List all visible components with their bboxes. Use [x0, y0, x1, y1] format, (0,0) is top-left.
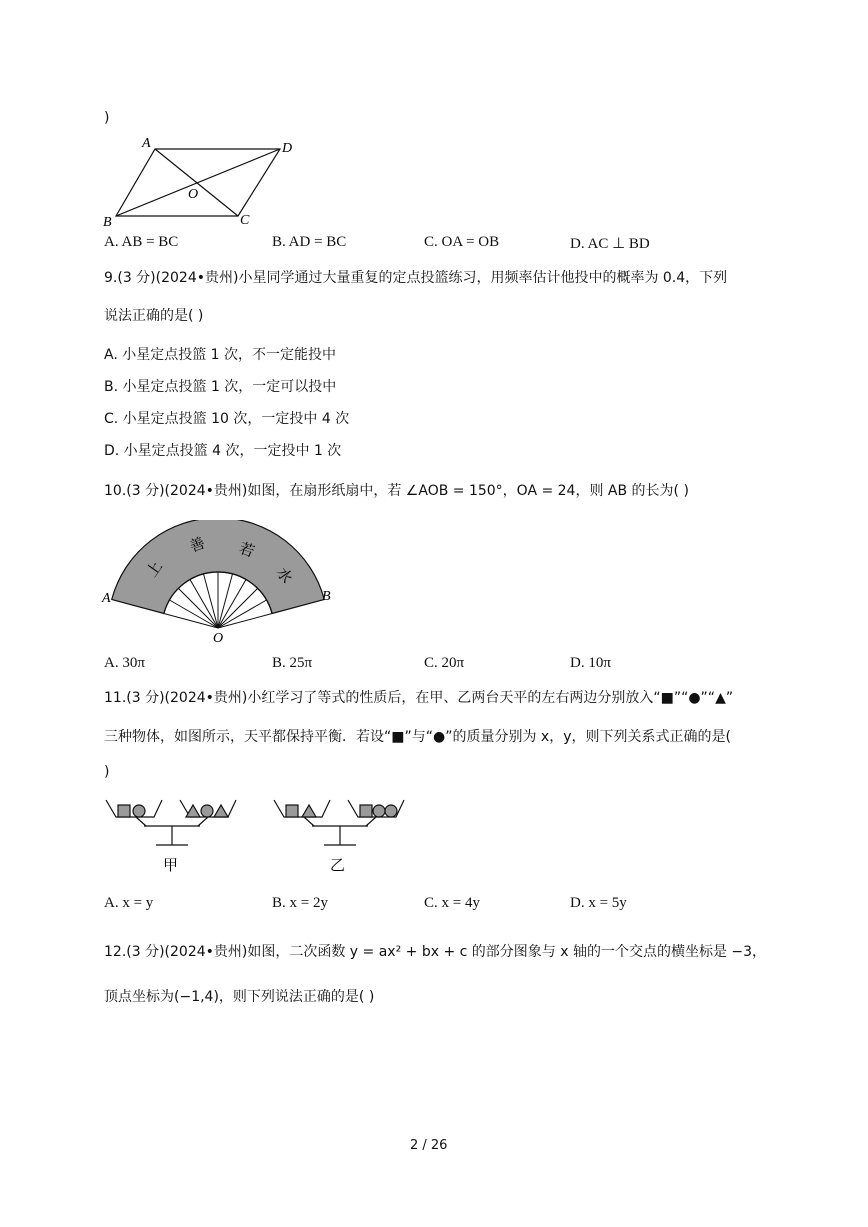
fan-char-1: 上 [144, 558, 166, 581]
balance-jia [106, 800, 236, 845]
balance-label-left: 甲 [163, 858, 179, 874]
label-b: B [103, 215, 112, 230]
q10-option-a[interactable]: A. 30π [104, 655, 145, 671]
balance-figure [100, 792, 420, 882]
q8-tail: ) [104, 110, 110, 126]
q9-option-c[interactable]: C. 小星定点投篮 10 次，一定投中 4 次 [104, 411, 350, 427]
q9-option-b[interactable]: B. 小星定点投篮 1 次，一定可以投中 [104, 379, 337, 395]
q10-stem-line1: 10.(3 分)(2024•贵州)如图，在扇形纸扇中，若 ∠AOB = 150°，OA = 24，则 AB 的长为( ) [104, 483, 689, 499]
q11-option-d[interactable]: D. x = 5y [570, 895, 627, 911]
q11-stem-line3: ) [104, 764, 110, 780]
fan-char-2: 善 [187, 535, 208, 556]
q8-option-a[interactable]: A. AB = BC [104, 234, 179, 250]
q10-option-c[interactable]: C. 20π [424, 655, 465, 671]
q11-option-a[interactable]: A. x = y [104, 895, 154, 911]
label-a: A [102, 591, 111, 606]
page-number: 2 / 26 [410, 1138, 448, 1153]
q8-option-b[interactable]: B. AD = BC [272, 234, 347, 250]
q12-stem-line1: 12.(3 分)(2024•贵州)如图，二次函数 y = ax² + bx + c 的部分图象与 x 轴的一个交点的横坐标是 −3， [104, 944, 767, 960]
fan-figure [100, 520, 340, 645]
q9-option-a[interactable]: A. 小星定点投篮 1 次，不一定能投中 [104, 347, 337, 363]
q11-option-b[interactable]: B. x = 2y [272, 895, 328, 911]
label-c: C [240, 213, 250, 228]
parallelogram-figure [100, 132, 300, 232]
q8-option-c[interactable]: C. OA = OB [424, 234, 500, 250]
q11-stem-line2: 三种物体，如图所示，天平都保持平衡．若设“■”与“●”的质量分别为 x，y，则下列关系式正确的是( [104, 729, 731, 745]
label-b: B [322, 589, 331, 604]
q10-option-b[interactable]: B. 25π [272, 655, 313, 671]
fan-char-4: 水 [272, 565, 295, 587]
q8-option-d[interactable]: D. AC ⊥ BD [570, 236, 650, 252]
label-a: A [142, 136, 151, 151]
balance-yi [274, 800, 404, 845]
q11-stem-line1: 11.(3 分)(2024•贵州)小红学习了等式的性质后，在甲、乙两台天平的左右两边分别放入“■”“●”“▲” [104, 690, 734, 706]
fan-char-3: 若 [236, 540, 257, 561]
label-o: O [213, 631, 224, 645]
q9-option-d[interactable]: D. 小星定点投篮 4 次，一定投中 1 次 [104, 443, 342, 459]
q12-stem-line2: 顶点坐标为(−1,4)，则下列说法正确的是( ) [104, 989, 375, 1005]
q9-stem-line2: 说法正确的是( ) [104, 308, 204, 324]
q10-option-d[interactable]: D. 10π [570, 655, 611, 671]
balance-label-right: 乙 [330, 858, 346, 874]
label-o: O [188, 187, 199, 202]
q11-option-c[interactable]: C. x = 4y [424, 895, 480, 911]
label-d: D [282, 141, 293, 156]
q9-stem-line1: 9.(3 分)(2024•贵州)小星同学通过大量重复的定点投篮练习，用频率估计他投中的概率为 0.4，下列 [104, 270, 728, 286]
